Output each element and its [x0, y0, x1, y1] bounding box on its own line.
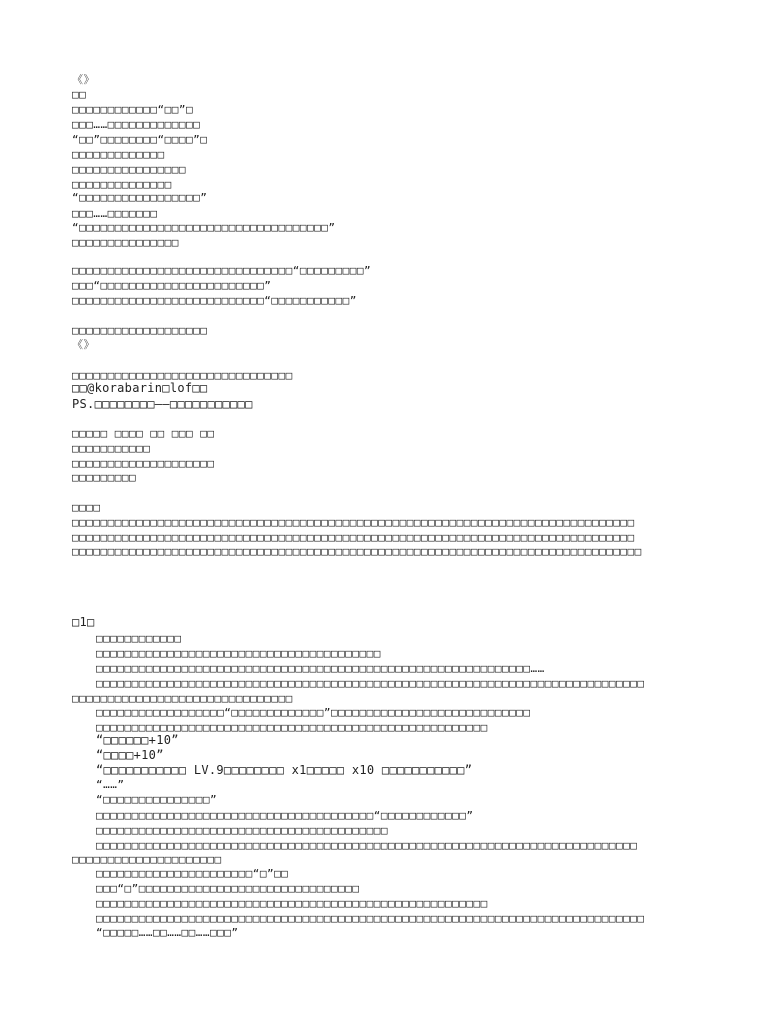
text-line: □□□□□□□□□□□□□□□□□□□□□: [72, 853, 222, 866]
text-line: “□□□□□□+10”: [96, 733, 179, 747]
text-line: □□□“□□□□□□□□□□□□□□□□□□□□□□□”: [72, 279, 272, 292]
author-handle: □□@korabarin□lof□□: [72, 381, 208, 395]
text-line: □□□□□□□□□□□□“□□”□: [72, 103, 194, 116]
text-line: □□: [72, 88, 87, 101]
text-line: □□□……□□□□□□□□□□□□□: [72, 118, 201, 131]
text-line: “……”: [96, 778, 125, 791]
book-title-marks: 《》: [72, 338, 95, 351]
chapter-title: □1□: [72, 615, 95, 629]
text-line: □□□□□□□□□□□□□□□□□□□□□□□□□□□□□□□□□□□□□□□□□: [96, 824, 389, 837]
text-line: □□□□□□□□□□□□□□□□□□“□□□□□□□□□□□□□”□□□□□□□□□□□□□□□□□□□□□□□□□□□□: [96, 706, 531, 719]
text-line: □□□□□□□□□□□□□: [72, 148, 165, 161]
text-line: □□□□□□□□□□□□□□□□□□□□□□□□□□□□□□□□□□□□□□□□□□□□□□□□□□□□□□□□□□□□□……: [96, 662, 545, 675]
text-line: □□□□□□□□□□□□□□□□□□□□□□□□□□□□□□□: [72, 692, 293, 705]
text-line: □□□□□□□□□□□□□□□□□□□□□□□□□□□□□□□: [72, 369, 293, 382]
text-line: □□□□□□□□□□□□□□□□□□□: [72, 324, 208, 337]
text-line: □□□□□□□□□□□□□□□□□□□□: [72, 457, 215, 470]
text-line: □□□□□□□□□□□□□□□□□□□□□□□□□□□□□□□□□□□□□□□□□□□□□□□□□□□□□□□□□□□□□□□□□□□□□□□□□□□□□□□: [72, 531, 635, 544]
text-line: □□□□□□□□□□□□□□□: [72, 236, 179, 249]
text-line: □□□□□□□□□□□□□□□□□□□□□□“□”□□: [96, 867, 289, 880]
text-line: “□□□□□……□□……□□……□□□”: [96, 926, 239, 939]
text-line: □□□□□□□□□□□□□□□□□□□□□□□□□□□□□□□“□□□□□□□□□”: [72, 264, 372, 277]
text-line: □□□□□□□□□□□□□□□□□□□□□□□□□□□□□□□□□□□□□□□□□□□□□□□□□□□□□□□□□□□□□□□□□□□□□□□□□□□□□□□□: [72, 545, 642, 558]
text-line: “□□□□□□□□□□□□□□□□□□□□□□□□□□□□□□□□□□□”: [72, 221, 336, 234]
text-line: □□□□□□□□□□□□□□□□□□□□□□□□□□□□□□□□□□□□□□□□□□□□□□□□□□□□□□□□□□□□□□□□□□□□□□□□□□□□□: [96, 912, 645, 925]
book-title-marks: 《》: [72, 73, 95, 86]
text-line: “□□□□□□□□□□□ LV.9□□□□□□□□ x1□□□□□ x10 □□□□□□□□□□□”: [96, 763, 473, 777]
text-line: □□□□□□□□□□□□□□□□□□□□□□□□□□□□□□□□□□□□□□□□□□□□□□□□□□□□□□□□□□□□□□□□□□□□□□□□□□□□□□□: [72, 516, 635, 529]
text-line: “□□□□□□□□□□□□□□□□□”: [72, 191, 208, 204]
text-line: □□□□□□□□□□□□□□□□□□□□□□□□□□□□□□□□□□□□□□□□□□□□□□□□□□□□□□□□□□□□□□□□□□□□□□□□□□□□□: [96, 677, 645, 690]
text-line: □□□□□□□□□□□□□□□□□□□□□□□□□□□□□□□□□□□□□□□□□□□□□□□□□□□□□□□: [96, 721, 488, 734]
text-line: □□□□□□□□□□□□□□□□□□□□□□□□□□□“□□□□□□□□□□□”: [72, 294, 357, 307]
text-line: □□□□□□□□□□□□□□: [72, 178, 172, 191]
notice-heading: □□□□: [72, 501, 101, 514]
text-line: □□□□□□□□□□□□□□□□□□□□□□□□□□□□□□□□□□□□□□□□□□□□□□□□□□□□□□□: [96, 897, 488, 910]
text-line: □□□□□□□□□: [72, 471, 137, 484]
text-line: “□□□□+10”: [96, 748, 164, 762]
text-line: “□□”□□□□□□□□“□□□□”□: [72, 133, 208, 146]
text-line: □□□“□”□□□□□□□□□□□□□□□□□□□□□□□□□□□□□□□: [96, 882, 360, 895]
text-line: □□□□□□□□□□□□□□□□□□□□□□□□□□□□□□□□□□□□□□□□□□□□□□□□□□□□□□□□□□□□□□□□□□□□□□□□□□□□: [96, 839, 638, 852]
text-line: □□□□□□□□□□□□: [96, 632, 182, 645]
text-line: “□□□□□□□□□□□□□□□”: [96, 793, 218, 806]
postscript-line: PS.□□□□□□□□——□□□□□□□□□□□: [72, 397, 253, 411]
text-line: □□□□□□□□□□□□□□□□□□□□□□□□□□□□□□□□□□□□□□□□: [96, 647, 381, 660]
text-line: □□□……□□□□□□□: [72, 207, 158, 220]
text-line: □□□□□□□□□□□□□□□□□□□□□□□□□□□□□□□□□□□□□□□“□□□□□□□□□□□□”: [96, 809, 474, 822]
tags-line: □□□□□ □□□□ □□ □□□ □□: [72, 427, 215, 440]
text-line: □□□□□□□□□□□□□□□□: [72, 163, 186, 176]
text-line: □□□□□□□□□□□: [72, 442, 151, 455]
